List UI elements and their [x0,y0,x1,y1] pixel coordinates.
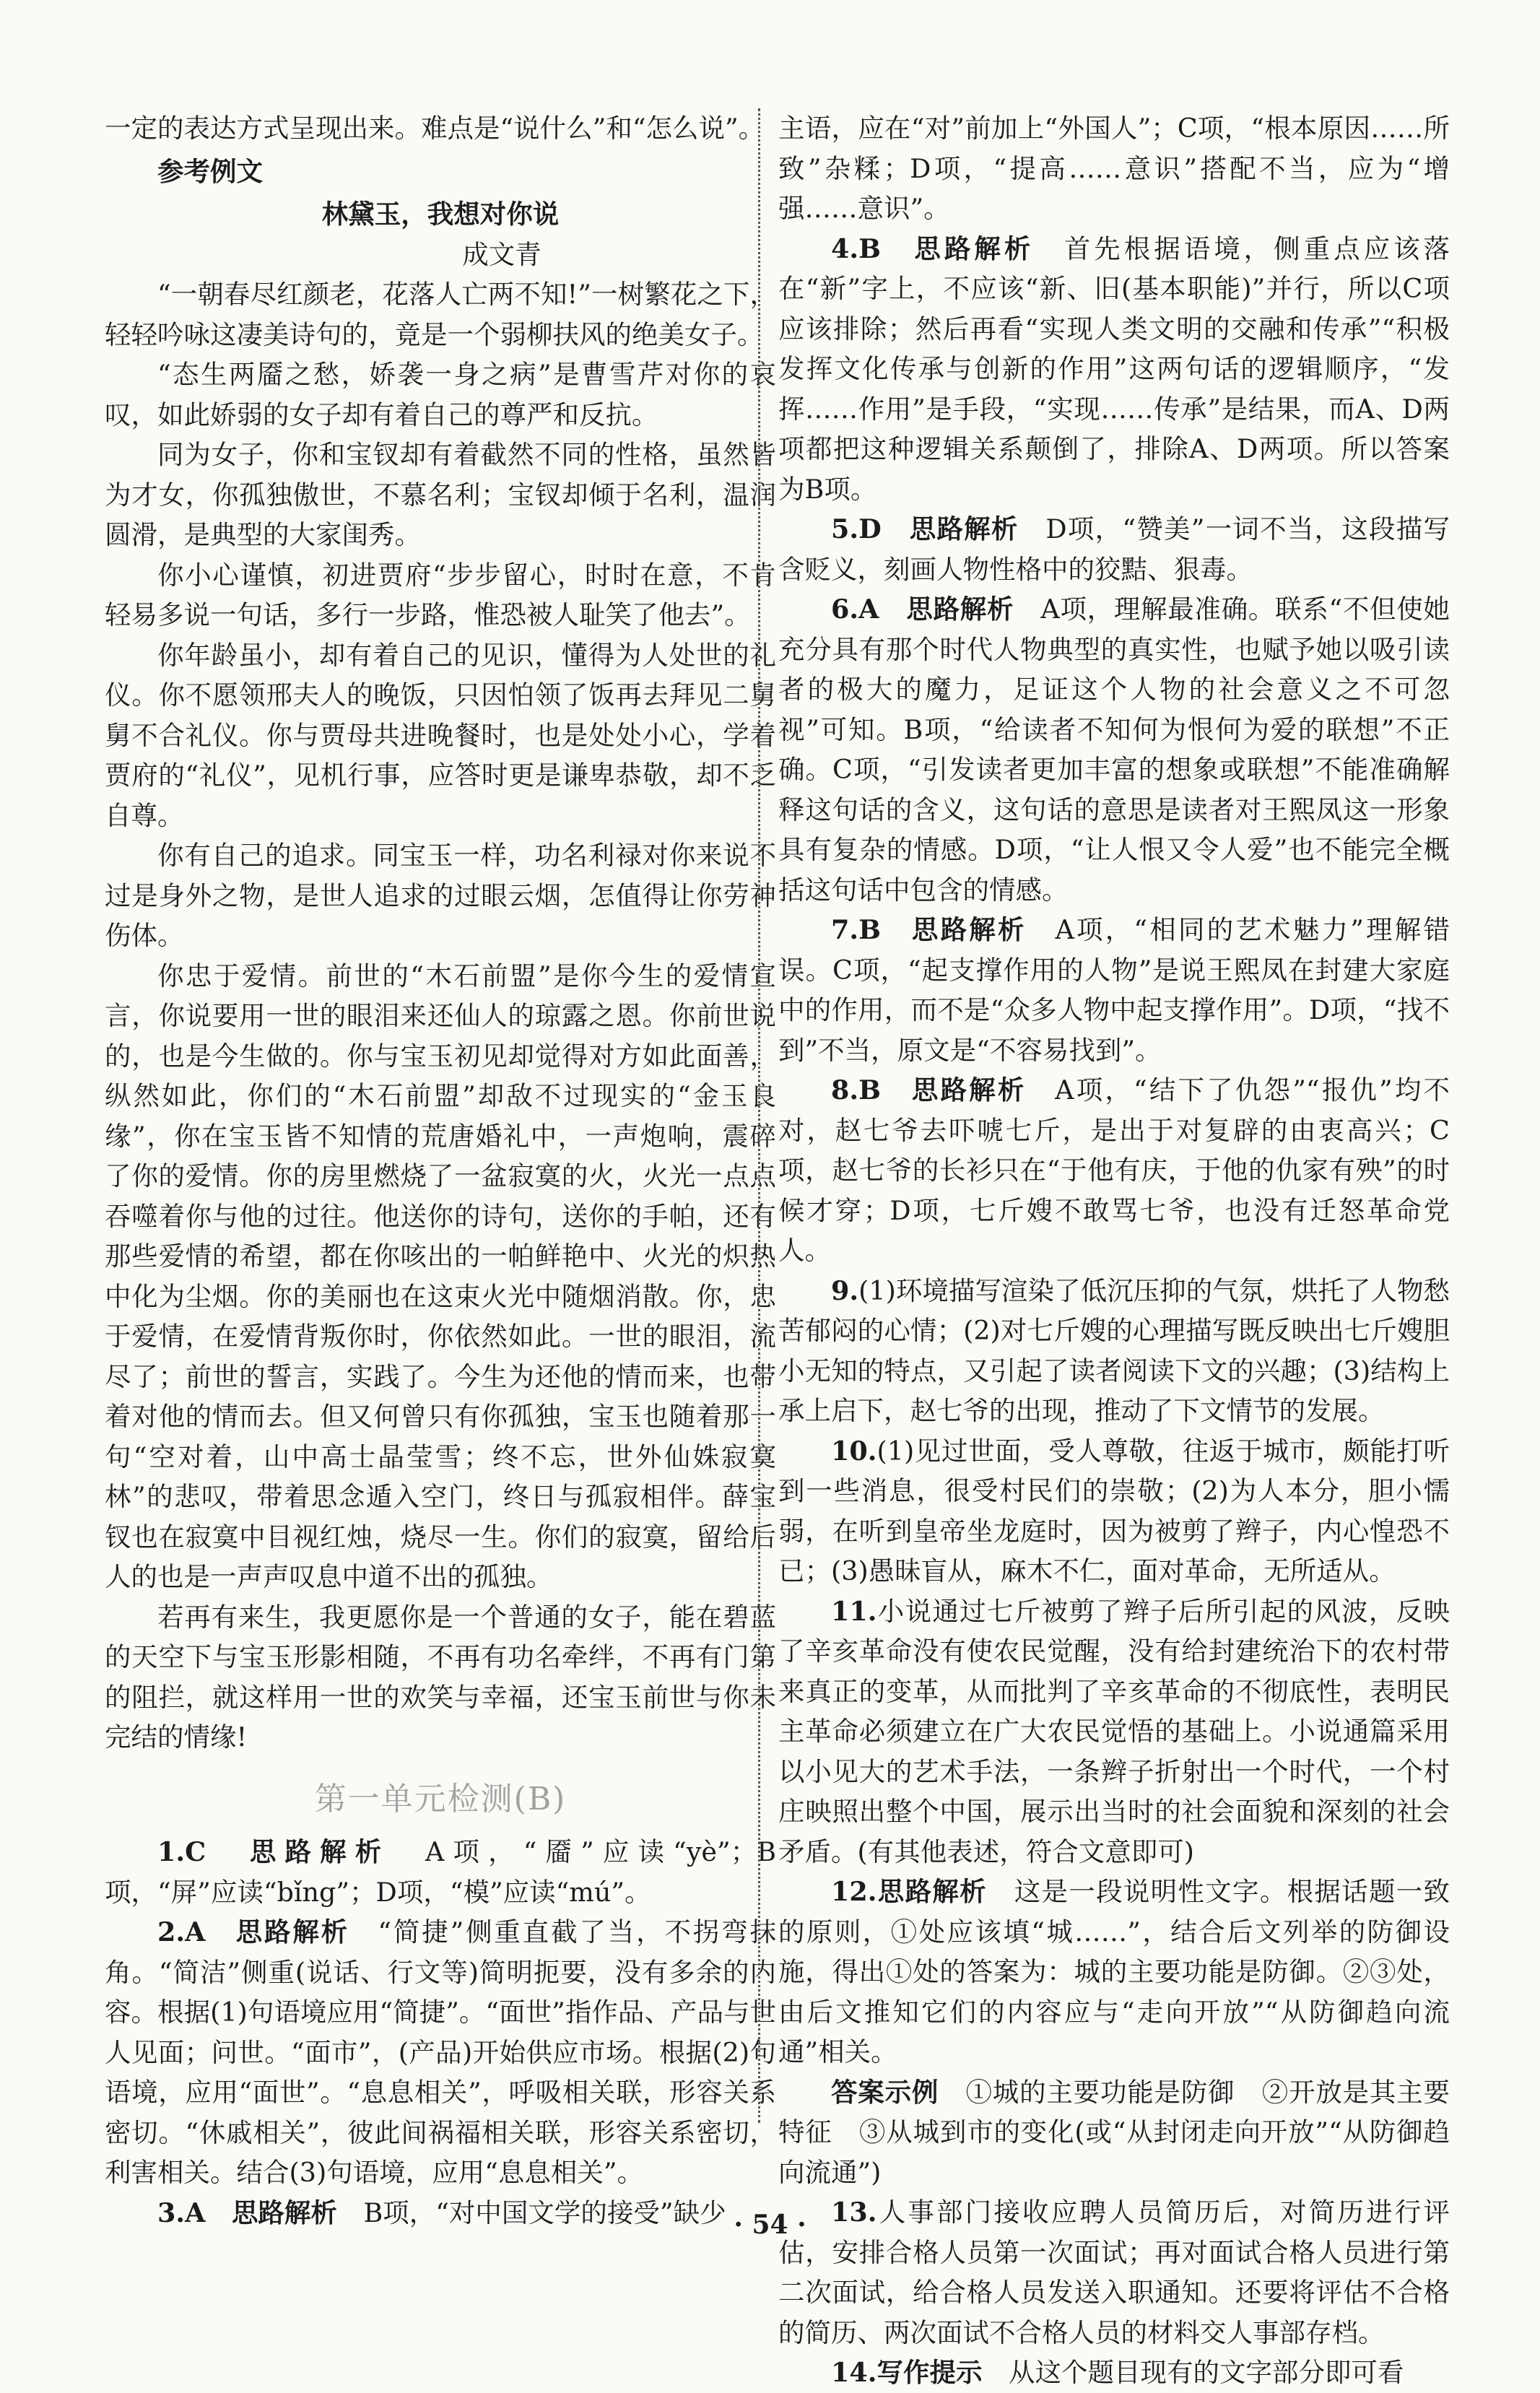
answer-tag: 思路解析 [914,233,1035,264]
answer-item [105,1912,776,2193]
intro-line: 一定的表达方式呈现出来。难点是“说什么”和“怎么说”。 [105,113,765,144]
answer-item [778,1070,1450,1271]
answer-text: (1)见过世面，受人尊敬，往返于城市，颇能打听到一些消息，很受村民们的崇敬；(2)为人本分，胆小懦弱，在听到皇帝坐龙庭时，因为被剪了辫子，内心惶恐不已；(3)愚昧盲从，麻木不仁，面对革命，无所适从。 [778,1435,1450,1586]
answer-item [778,2353,1450,2393]
essay-paragraph: 你小心谨慎，初进贾府“步步留心，时时在意，不肯轻易多说一句话，多行一步路，惟恐被人耻笑了他去”。 [105,559,776,630]
essay-paragraph: 你有自己的追求。同宝玉一样，功名利禄对你来说不过是身外之物，是世人追求的过眼云烟，怎值得让你劳神伤体。 [105,840,776,951]
answer-tag: 思路解析 [249,1836,391,1867]
answer-tag: 思路解析 [231,2197,337,2228]
answer-tag: 思路解析 [911,1074,1027,1106]
answer-text: 这是一段说明性文字。根据话题一致的原则，①处应该填“城……”，结合后文列举的防御设施，得出①处的答案为：城的主要功能是防御。②③处，由后文推知它们的内容应与“走向开放”“从防御趋向流通”相关。 [778,1876,1450,2067]
answer-item [778,1271,1450,1431]
column-divider [758,108,760,2123]
answer-tag: 思路解析 [906,594,1014,625]
answer-tag: 思路解析 [911,914,1027,945]
essay-paragraph: “一朝春尽红颜老，花落人亡两不知!”一树繁花之下，轻轻吟咏这凄美诗句的，竟是一个弱柳扶风的绝美女子。 [105,279,776,350]
answer-text: 从这个题目现有的文字部分即可看 [1009,2357,1404,2388]
answer-text: A项，“结下了仇怨”“报仇”均不对，赵七爷去吓唬七斤，是出于对复辟的由衷高兴；C项，赵七爷的长衫只在“于他有庆，于他的仇家有殃”的时候才穿；D项，七斤嫂不敢骂七爷，也没有迁怒革命党人。 [778,1074,1450,1266]
continuation-text: 主语，应在“对”前加上“外国人”；C项，“根本原因……所致”杂糅；D项，“提高……意识”搭配不当，应为“增强……意识”。 [778,113,1450,224]
essay-title: 林黛玉，我想对你说 [321,199,560,230]
reference-essay-label: 参考例文 [157,155,263,187]
answer-tag: 思路解析 [876,1876,987,1907]
answer-tag: 思路解析 [909,513,1019,544]
answer-text: A项，“相同的艺术魅力”理解错误。C项，“起支撑作用的人物”是说王熙凤在封建大家庭中的作用，而不是“众多人物中起支撑作用”。D项，“找不到”不当，原文是“不容易找到”。 [778,914,1450,1066]
section-title: 第一单元检测(B) [314,1780,567,1817]
left-column [105,108,776,2233]
essay-paragraph: 你忠于爱情。前世的“木石前盟”是你今生的爱情宣言，你说要用一世的眼泪来还仙人的琼露之恩。你前世说的，也是今生做的。你与宝玉初见却觉得对方如此面善，纵然如此，你们的“木石前盟”却敌不过现实的“金玉良缘”，你在宝玉皆不知情的荒唐婚礼中，一声炮响，震碎了你的爱情。你的房里燃烧了一盆寂寞的火，火光一点点吞噬着你与他的过往。他送你的诗句，送你的手帕，还有那些爱情的希望，都在你咳出的一帕鲜艳中、火光的炽热中化为尘烟。你的美丽也在这束火光中随烟消散。你，忠于爱情，在爱情背叛你时，你依然如此。一世的眼泪，流尽了；前世的誓言，实践了。今生为还他的情而来，也带着对他的情而去。但又何曾只有你孤独，宝玉也随着那一句“空对着，山中高士晶莹雪；终不忘，世外仙姝寂寞林”的悲叹，带着思念遁入空门，终日与孤寂相伴。薛宝钗也在寂寞中目视红烛，烧尽一生。你们的寂寞，留给后人的也是一声声叹息中道不出的孤独。 [105,960,776,1592]
example-tag: 答案示例 [831,2076,939,2108]
answer-text: 首先根据语境，侧重点应该落在“新”字上，不应该“新、旧(基本职能)”并行，所以C项应该排除；然后再看“实现人类文明的交融和传承”“积极发挥文化传承与创新的作用”这两句话的逻辑顺序，“发挥……作用”是手段，“实现……传承”是结果，而A、D两项都把这种逻辑关系颠倒了，排除A、D两项。所以答案为B项。 [778,233,1450,505]
answer-number: 6.A [831,594,879,625]
answer-text: (1)环境描写渲染了低沉压抑的气氛，烘托了人物愁苦郁闷的心情；(2)对七斤嫂的心理描写既反映出七斤嫂胆小无知的特点，又引起了读者阅读下文的兴趣；(3)结构上承上启下，赵七爷的出现，推动了下文情节的发展。 [778,1274,1450,1426]
example-text: ①城的主要功能是防御 ②开放是其主要特征 ③从城到市的变化(或“从封闭走向开放”“从防御趋向流通”) [778,2076,1450,2188]
answer-item [778,1591,1450,1872]
answer-text: 小说通过七斤被剪了辫子后所引起的风波，反映了辛亥革命没有使农民觉醒，没有给封建统治下的农村带来真正的变革，从而批判了辛亥革命的不彻底性，表明民主革命必须建立在广大农民觉悟的基础上。小说通篇采用以小见大的艺术手法，一条辫子折射出一个时代，一个村庄映照出整个中国，展示出当时的社会面貌和深刻的社会矛盾。(有其他表述，符合文意即可) [778,1595,1450,1867]
answer-example [778,2072,1450,2193]
answer-number: 2.A [157,1916,206,1947]
essay-paragraph: 你年龄虽小，却有着自己的见识，懂得为人处世的礼仪。你不愿领邢夫人的晚饭，只因怕领了饭再去拜见二舅舅不合礼仪。你与贾母共进晚餐时，也是处处小心，学着贾府的“礼仪”，见机行事，应答时更是谦卑恭敬，却不乏自尊。 [105,639,776,831]
essay-paragraph: 同为女子，你和宝钗却有着截然不同的性格，虽然皆为才女，你孤独傲世，不慕名利；宝钗却倾于名利，温润圆滑，是典型的大家闺秀。 [105,439,776,550]
essay-paragraph: “态生两靥之愁，娇袭一身之病”是曹雪芹对你的哀叹，如此娇弱的女子却有着自己的尊严和反抗。 [105,359,776,430]
answer-tag: 思路解析 [235,1916,350,1947]
answer-item [778,589,1450,910]
answer-item [778,229,1450,510]
essay-author: 成文青 [462,238,541,270]
answer-item [778,1431,1450,1591]
page-number: · 54 · [734,2210,806,2240]
answer-text: A项，“靥”应读“yè”；B项，“屏”应读“bǐng”；D项，“模”应读“mú”。 [105,1836,777,1908]
answer-text: 人事部门接收应聘人员简历后，对简历进行评估，安排合格人员第一次面试；再对面试合格人员进行第二次面试，给合格人员发送入职通知。还要将评估不合格的简历、两次面试不合格人员的材料交人事部存档。 [778,2197,1450,2348]
answer-text: B项，“对中国文学的接受”缺少 [363,2197,726,2228]
answer-number: 12. [831,1876,877,1907]
right-column [778,108,1450,2393]
answer-text: “简捷”侧重直截了当，不拐弯抹角。“简洁”侧重(说话、行文等)简明扼要，没有多余的内容。根据(1)句语境应用“简捷”。“面世”指作品、产品与世人见面；问世。“面市”，(产品)开始供应市场。根据(2)句语境，应用“面世”。“息息相关”，呼吸相关联，形容关系密切。“休戚相关”，彼此间祸福相关联，形容关系密切，利害相关。结合(3)句语境，应用“息息相关”。 [105,1916,777,2188]
answer-item [778,1872,1450,2072]
answer-number: 13. [831,2197,877,2228]
answer-item [778,910,1450,1070]
answer-number: 3.A [157,2197,206,2228]
answer-number: 14. [831,2357,877,2388]
answer-number: 10. [831,1435,877,1467]
answer-item [778,509,1450,589]
answer-item [105,1832,776,1912]
answer-number: 9. [831,1274,859,1306]
answer-text: A项，理解最准确。联系“不但使她充分具有那个时代人物典型的真实性，也赋予她以吸引读者的极大的魔力，足证这个人物的社会意义之不可忽视”可知。B项，“给读者不知何为恨何为爱的联想”不正确。C项，“引发读者更加丰富的想象或联想”不能准确解释这句话的含义，这句话的意思是读者对王熙凤这一形象具有复杂的情感。D项，“让人恨又令人爱”也不能完全概括这句话中包含的情感。 [778,594,1450,905]
answer-text: D项，“赞美”一词不当，这段描写含贬义，刻画人物性格中的狡黠、狠毒。 [778,513,1450,585]
answer-number: 4.B [831,233,881,264]
answer-number: 8.B [831,1074,881,1106]
answer-number: 7.B [831,914,881,945]
answer-number: 5.D [831,513,882,544]
essay-paragraph: 若再有来生，我更愿你是一个普通的女子，能在碧蓝的天空下与宝玉形影相随，不再有功名牵绊，不再有门第的阻拦，就这样用一世的欢笑与幸福，还宝玉前世与你未完结的情缘! [105,1601,776,1753]
answer-tag: 写作提示 [876,2357,983,2388]
answer-number: 1.C [157,1836,206,1867]
answer-number: 11. [831,1595,877,1627]
